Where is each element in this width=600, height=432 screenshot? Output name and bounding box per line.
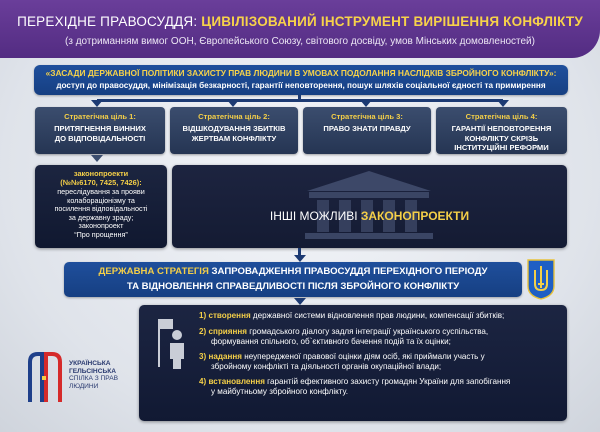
draft-laws-panel <box>35 165 167 248</box>
goal-text: КОНФЛІКТУ СКРІЗЬ <box>464 133 539 143</box>
connector <box>97 99 503 102</box>
actions-panel <box>139 305 567 421</box>
action-key: надання <box>208 352 242 361</box>
strategy-line-1 <box>64 266 522 277</box>
page-subtitle: (з дотриманням вимог ООН, Європейського Союзу, світового досвіду, умов Мінських домовленостей) <box>65 36 535 47</box>
arrow-down-icon <box>91 100 103 107</box>
logo-line: УКРАЇНСЬКА <box>69 360 111 367</box>
coat-of-arms-icon <box>526 258 556 300</box>
strategy-bold: ДЕРЖАВНА СТРАТЕГІЯ <box>98 266 209 277</box>
action-item <box>199 311 559 321</box>
goal-title: Стратегічна ціль 1: <box>64 112 136 121</box>
strategy-rest: ЗАПРОВАДЖЕННЯ ПРАВОСУДДЯ ПЕРЕХІДНОГО ПЕРІОДУ <box>208 266 488 277</box>
other-laws-panel <box>172 165 567 248</box>
action-num: 1) <box>199 311 207 320</box>
other-bold: ЗАКОНОПРОЕКТИ <box>360 209 470 223</box>
action-key: сприяння <box>208 327 247 336</box>
action-key: встановлення <box>208 377 265 386</box>
action-text: формування спільного, об`єктивного бачення подій та їх оцінки; <box>211 337 451 346</box>
goal-3 <box>303 107 431 154</box>
goal-title: Стратегічна ціль 2: <box>198 112 270 121</box>
goal-text: ПРИТЯГНЕННЯ ВИННИХ <box>54 124 146 133</box>
courthouse-icon <box>289 167 449 243</box>
action-num: 3) <box>199 352 207 361</box>
policy-title: «ЗАСАДИ ДЕРЖАВНОЇ ПОЛІТИКИ ЗАХИСТУ ПРАВ ЛЮДИНИ В УМОВАХ ПОДОЛАННЯ НАСЛІДКІВ ЗБРОЙНОГО КОНФЛІКТУ»: <box>45 68 557 78</box>
goal-text: ДО ВІДПОВІДАЛЬНОСТІ <box>54 133 146 143</box>
logo-text <box>69 360 118 390</box>
action-key: створення <box>208 311 251 320</box>
policy-principles: доступ до правосуддя, мінімізація безкарності, гарантії неповторення, пошук шляхів соціальної єдності та примирення <box>56 81 546 90</box>
laws-line: переслідування за прояви <box>57 187 145 196</box>
goal-text: ГАРАНТІЇ НЕПОВТОРЕННЯ <box>451 124 552 133</box>
action-item <box>199 377 559 397</box>
laws-line: посилення відповідальності <box>54 204 148 214</box>
action-text: у майбутньому збройного конфлікту. <box>211 387 349 396</box>
goal-title: Стратегічна ціль 4: <box>465 112 538 121</box>
arrow-down-icon <box>360 100 372 107</box>
action-text: державної системи відновлення прав людини, компенсації збитків; <box>250 311 505 320</box>
laws-line: колабораціонізму та <box>67 195 135 205</box>
arrow-down-icon <box>294 298 306 305</box>
laws-line: “Про прощення” <box>74 229 128 239</box>
action-text: збройному конфлікті та діяльності органів окупаційної влади; <box>211 362 442 371</box>
title-bold: ЦИВІЛІЗОВАНИЙ ІНСТРУМЕНТ ВИРІШЕННЯ КОНФЛІКТУ <box>201 14 583 29</box>
logo-line: ЛЮДИНИ <box>69 382 99 390</box>
action-text: громадського діалогу задля інтеграції українського суспільства, <box>247 327 489 336</box>
arrow-down-icon <box>294 255 306 262</box>
action-num: 2) <box>199 327 207 336</box>
state-strategy-banner <box>64 262 522 297</box>
laws-line: законопроект <box>78 221 124 231</box>
other-laws-label <box>172 209 567 223</box>
page-title <box>0 14 600 29</box>
goal-text: ІНСТИТУЦІЙНІ РЕФОРМИ <box>454 143 549 152</box>
goal-2 <box>170 107 298 154</box>
action-text: неупередженої правової оцінки діям осіб, які приймали участь у <box>241 352 485 361</box>
laws-title: законопроекти <box>73 169 129 178</box>
goal-text: ВІДШКОДУВАННЯ ЗБИТКІВ <box>182 124 286 133</box>
ukrainian-helsinki-union-logo <box>24 352 132 404</box>
goal-text: ЖЕРТВАМ КОНФЛІКТУ <box>191 133 277 143</box>
arrow-down-icon <box>227 100 239 107</box>
logo-line: ГЕЛЬСІНСЬКА <box>69 367 116 375</box>
arrow-down-icon <box>497 100 509 107</box>
goal-text: ПРАВО ЗНАТИ ПРАВДУ <box>323 124 411 133</box>
header <box>0 0 600 58</box>
laws-line: за державну зраду; <box>68 212 134 222</box>
policy-banner <box>34 65 568 95</box>
arrow-down-icon <box>91 155 103 162</box>
goal-4 <box>436 107 567 154</box>
logo-line: СПІЛКА З ПРАВ <box>69 375 119 383</box>
title-plain: ПЕРЕХІДНЕ ПРАВОСУДДЯ: <box>17 14 198 29</box>
action-num: 4) <box>199 377 207 386</box>
other-plain: ІНШІ МОЖЛИВІ <box>269 209 361 223</box>
goal-1 <box>35 107 165 154</box>
action-item <box>199 327 559 347</box>
action-item <box>199 352 559 372</box>
goal-title: Стратегічна ціль 3: <box>331 112 403 121</box>
laws-numbers: (№№6170, 7425, 7426): <box>60 178 142 187</box>
strategy-line-2: ТА ВІДНОВЛЕННЯ СПРАВЕДЛИВОСТІ ПІСЛЯ ЗБРОЙНОГО КОНФЛІКТУ <box>126 281 460 292</box>
person-with-flag-icon <box>151 315 191 371</box>
action-text: гарантій ефективного захисту громадян України для запобігання <box>264 377 511 386</box>
logo-mark-icon <box>24 352 66 404</box>
